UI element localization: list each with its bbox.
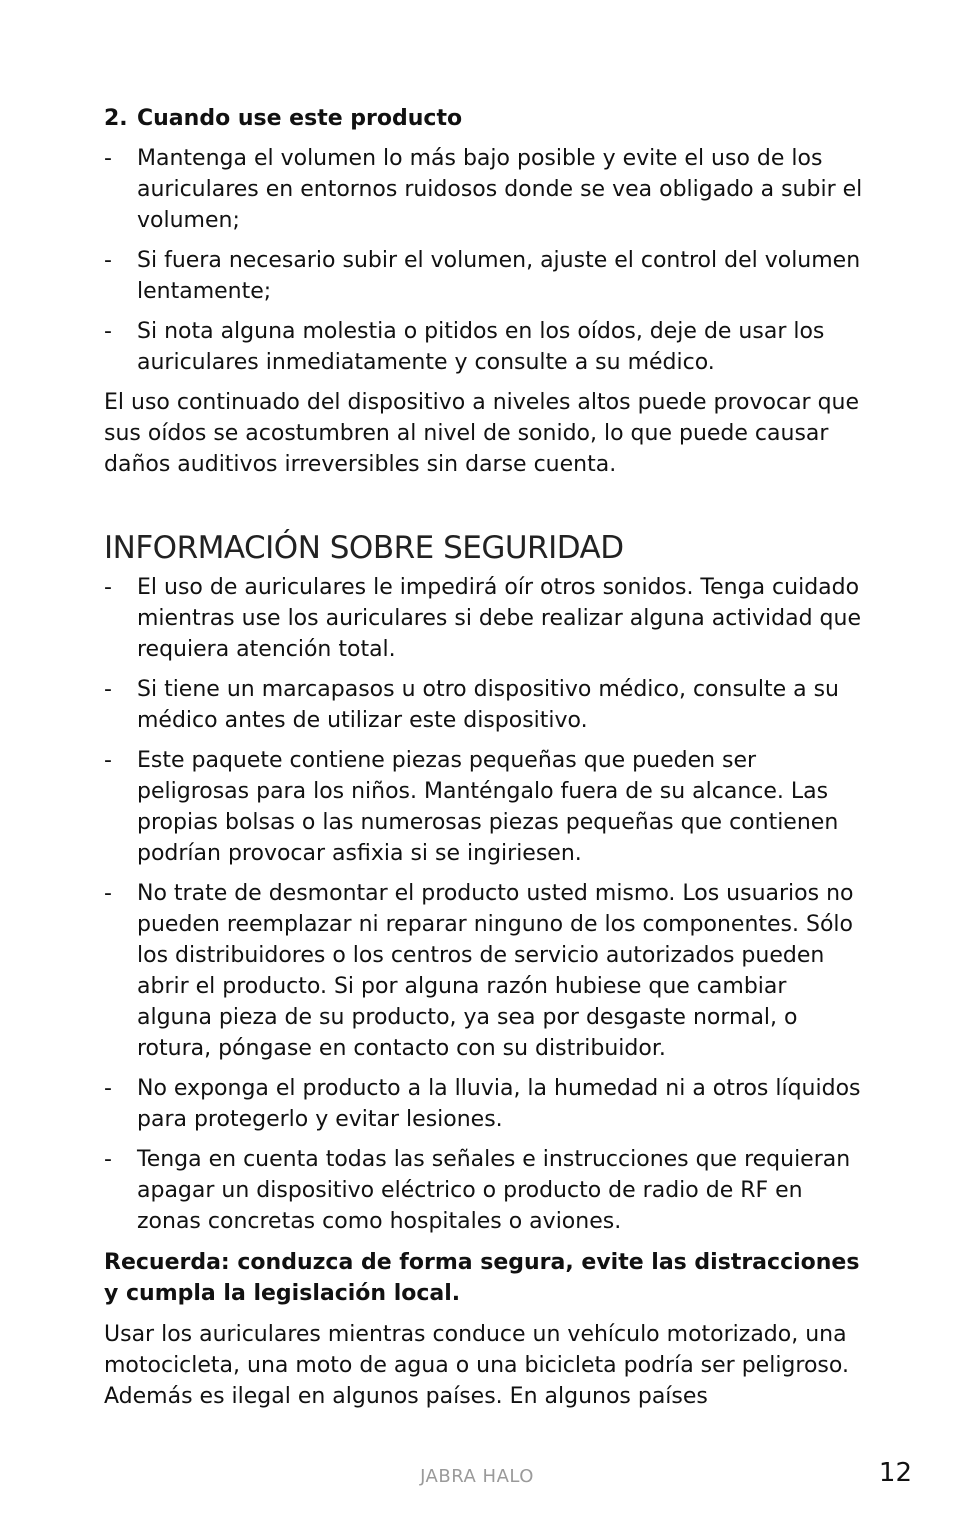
list-item-text: Si fuera necesario subir el volumen, ajuste el control del volumen lentamente;	[137, 248, 861, 304]
list-item-text: Si nota alguna molestia o pitidos en los oídos, deje de usar los auriculares inmediatamente y consulte a su médico.	[137, 319, 825, 375]
list-item	[104, 1073, 864, 1135]
bullet-dash: -	[104, 146, 112, 171]
list-item	[104, 674, 864, 736]
list-item	[104, 1144, 864, 1237]
usage-list	[104, 143, 864, 378]
section-2-title	[104, 103, 864, 134]
footer-product-name: JABRA HALO	[420, 1466, 534, 1487]
list-item-text: Mantenga el volumen lo más bajo posible y evite el uso de los auriculares en entornos ruidosos donde se vea obligado a subir el volumen;	[137, 146, 863, 233]
safety-reminder: Recuerda: conduzca de forma segura, evite las distracciones y cumpla la legislación local.	[104, 1250, 860, 1306]
safety-list	[104, 572, 864, 1237]
list-item-text: Tenga en cuenta todas las señales e instrucciones que requieran apagar un dispositivo eléctrico o producto de radio de RF en zonas concretas como hospitales o aviones.	[137, 1147, 851, 1234]
bullet-dash: -	[104, 1147, 112, 1172]
page-content	[104, 103, 864, 1421]
list-item	[104, 745, 864, 869]
page-number: 12	[878, 1458, 912, 1488]
list-item	[104, 572, 864, 665]
section-title-text: Cuando use este producto	[137, 106, 463, 131]
list-item	[104, 316, 864, 378]
list-item-text: No trate de desmontar el producto usted mismo. Los usuarios no pueden reemplazar ni reparar ninguno de los componentes. Sólo los distribuidores o los centros de servicio autorizados pueden abrir el producto. Si por alguna razón hubiese que cambiar alguna pieza de su producto, ya sea por desgaste normal, o rotura, póngase en contacto con su distribuidor.	[137, 881, 854, 1061]
list-item-text: Si tiene un marcapasos u otro dispositivo médico, consulte a su médico antes de utilizar este dispositivo.	[137, 677, 839, 733]
bullet-dash: -	[104, 881, 112, 906]
list-item-text: Este paquete contiene piezas pequeñas que pueden ser peligrosas para los niños. Manténgalo fuera de su alcance. Las propias bolsas o las numerosas piezas pequeñas que contienen podrían provocar asfixia si se ingiriesen.	[137, 748, 839, 866]
list-item	[104, 143, 864, 236]
usage-paragraph: El uso continuado del dispositivo a niveles altos puede provocar que sus oídos se acostumbren al nivel de sonido, lo que puede causar daños auditivos irreversibles sin darse cuenta.	[104, 390, 860, 477]
list-item	[104, 245, 864, 307]
list-item-text: No exponga el producto a la lluvia, la humedad ni a otros líquidos para protegerlo y evitar lesiones.	[137, 1076, 861, 1132]
list-item	[104, 878, 864, 1064]
bullet-dash: -	[104, 1076, 112, 1101]
bullet-dash: -	[104, 748, 112, 773]
list-item-text: El uso de auriculares le impedirá oír otros sonidos. Tenga cuidado mientras use los auriculares si debe realizar alguna actividad que requiera atención total.	[137, 575, 862, 662]
bullet-dash: -	[104, 319, 112, 344]
bullet-dash: -	[104, 575, 112, 600]
bullet-dash: -	[104, 248, 112, 273]
safety-heading: INFORMACIÓN SOBRE SEGURIDAD	[104, 530, 624, 566]
section-number: 2.	[104, 106, 128, 131]
bullet-dash: -	[104, 677, 112, 702]
driving-paragraph: Usar los auriculares mientras conduce un vehículo motorizado, una motocicleta, una moto de agua o una bicicleta podría ser peligroso. Además es ilegal en algunos países. En algunos países	[104, 1322, 849, 1409]
